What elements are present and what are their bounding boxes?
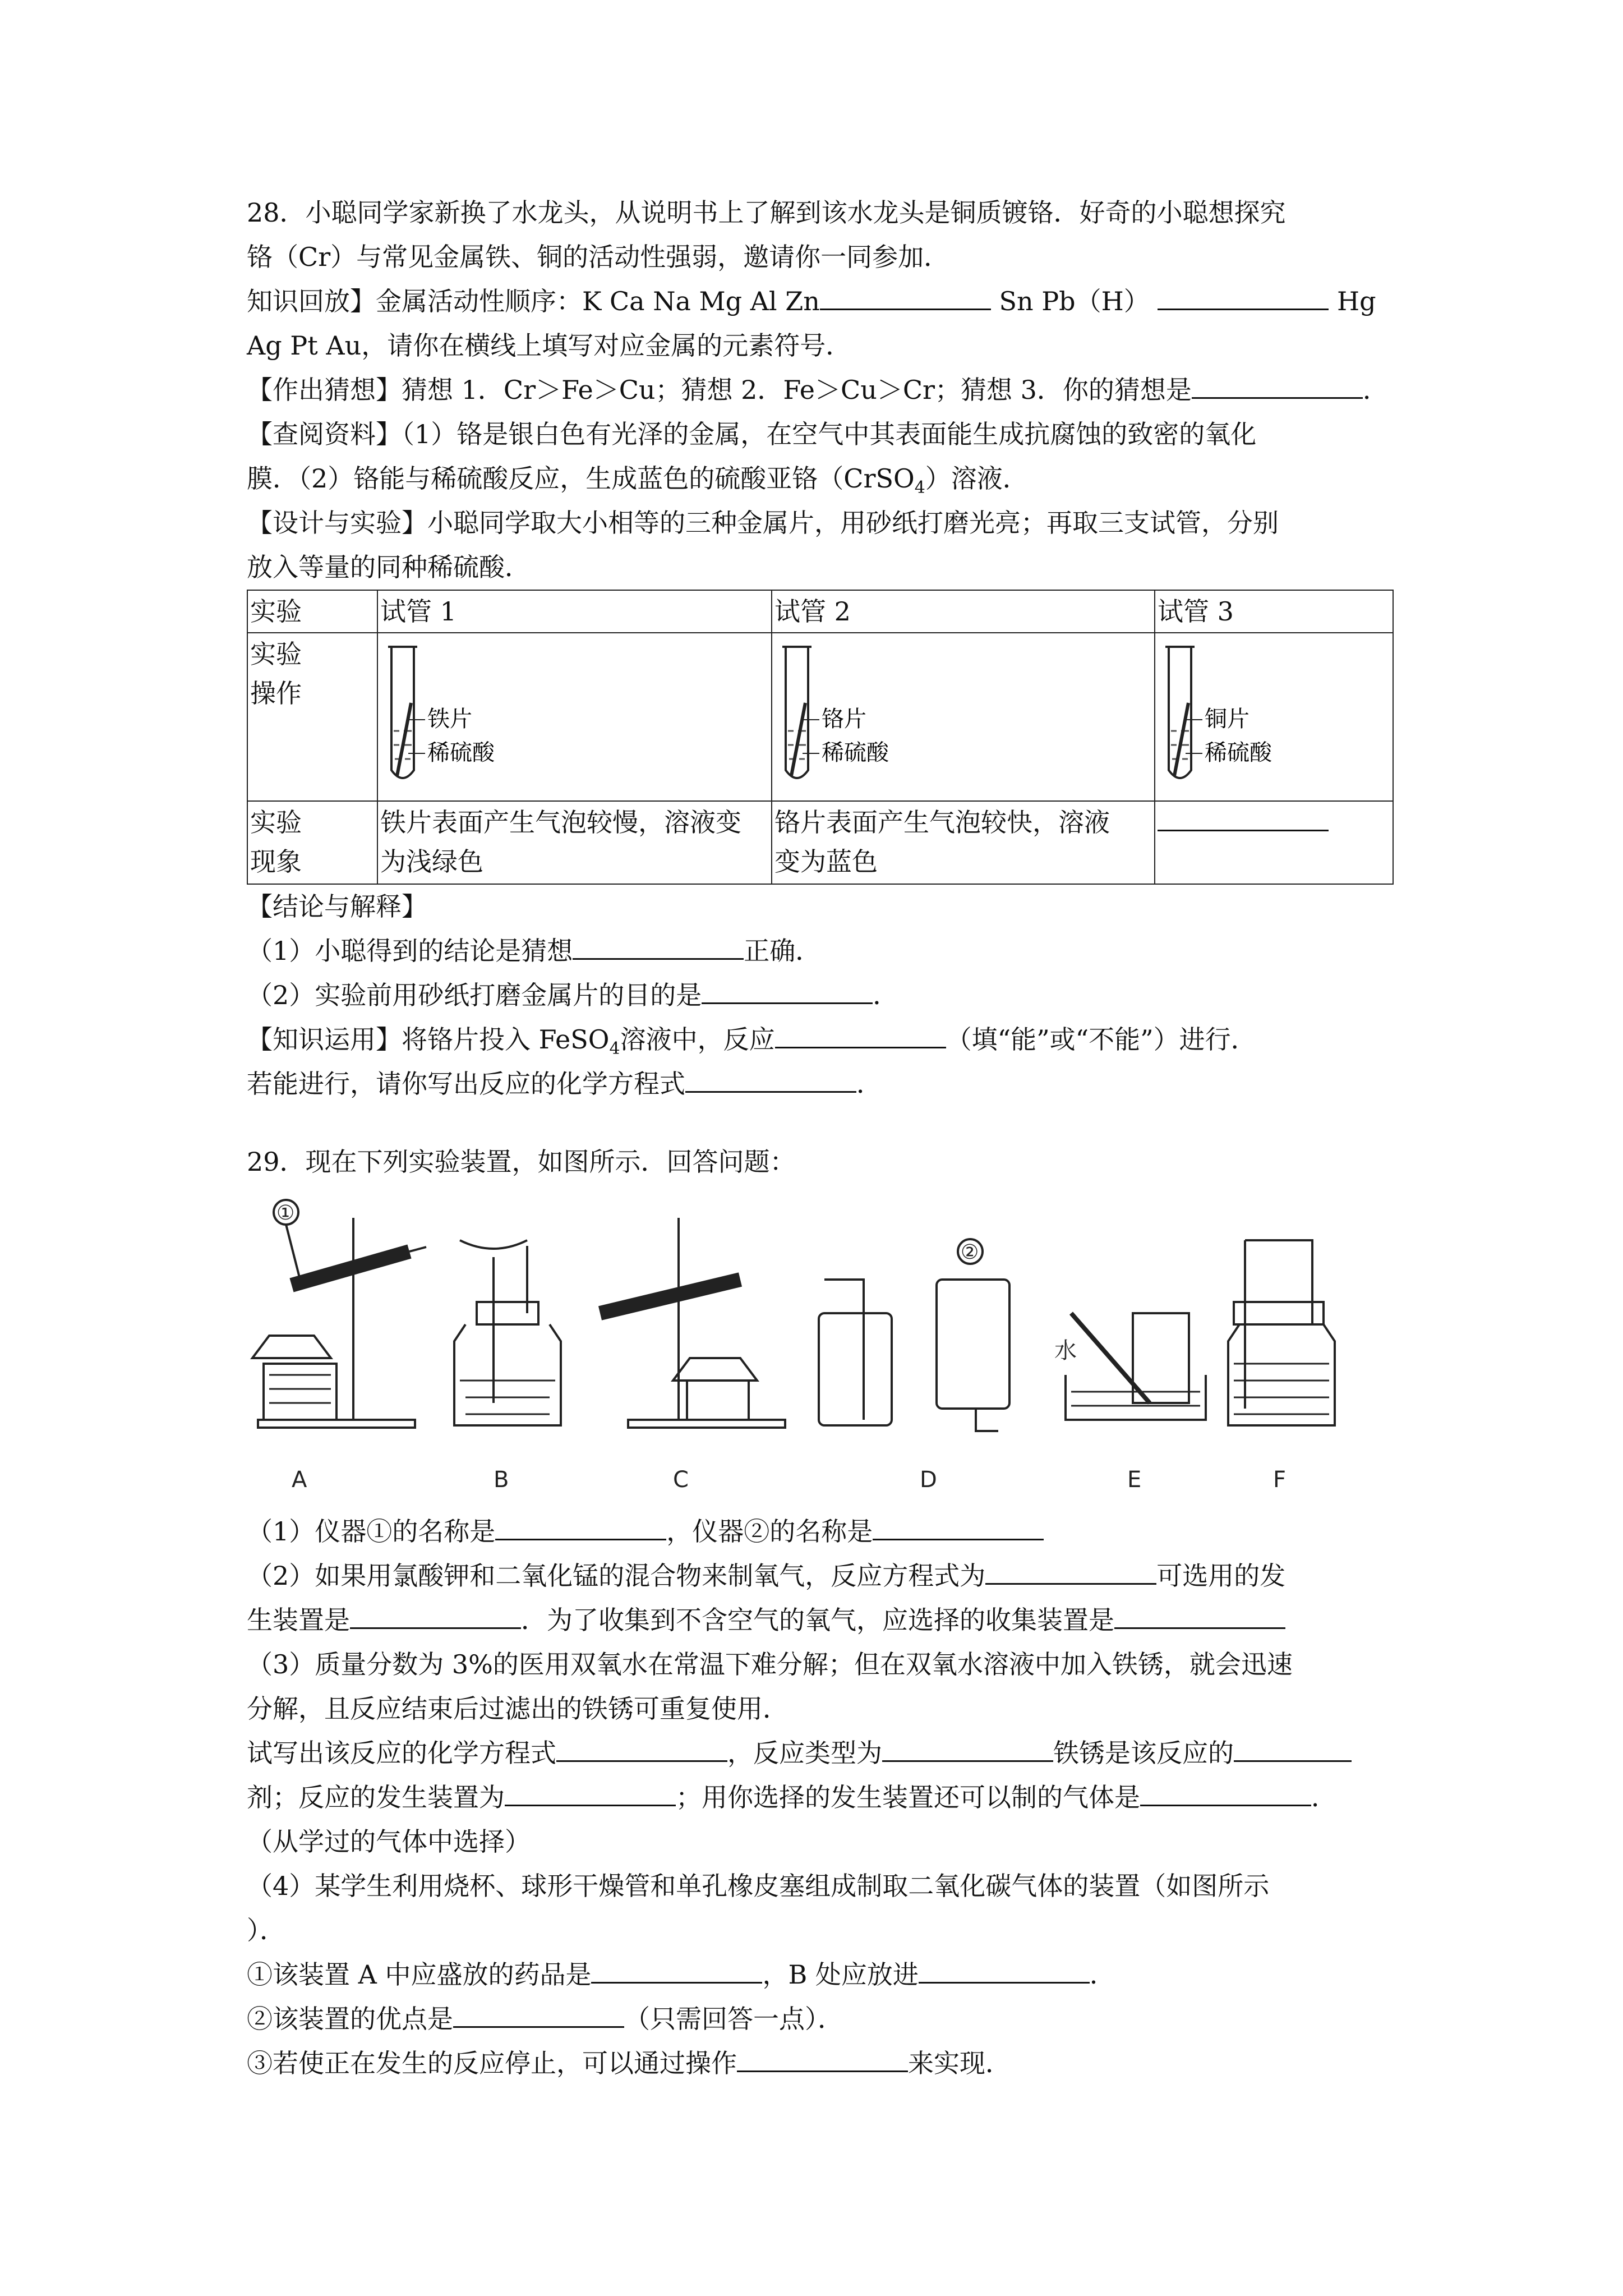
mark-1: ① [276, 1202, 295, 1225]
tube-3-metal-label: 铜片 [1205, 706, 1249, 732]
blank[interactable] [1158, 279, 1329, 310]
tube-1-cell [377, 633, 772, 801]
blank[interactable] [882, 1731, 1053, 1762]
water-label: 水 [1054, 1338, 1077, 1364]
label-d: D [920, 1467, 937, 1493]
design-line-2: 放入等量的同种稀硫酸． [247, 552, 531, 582]
experiment-table [247, 590, 1394, 885]
phenomenon-1: 铁片表面产生气泡较慢，溶液变 为浅绿色 [377, 801, 772, 884]
conclusion-1: （1）小聪得到的结论是猜想 正确． [247, 929, 1396, 973]
blank[interactable] [919, 1953, 1090, 1984]
phenomenon-3 [1155, 801, 1393, 884]
apparatus-figure [247, 1195, 1396, 1510]
tube-2-metal-label: 铬片 [822, 706, 866, 732]
label-b: B [494, 1467, 509, 1493]
test-tube-3 [1158, 641, 1303, 793]
q29-p3-1: （3）质量分数为 3%的医用双氧水在常温下难分解；但在双氧水溶液中加入铁锈，就会迅速 [247, 1649, 1293, 1680]
label-f: F [1273, 1467, 1287, 1493]
table-header: 试管 3 [1155, 590, 1393, 633]
label-e: E [1127, 1467, 1142, 1493]
tube-1-acid-label: 稀硫酸 [427, 740, 495, 766]
table-header: 试管 2 [772, 590, 1155, 633]
info-line-2: 膜．（2）铬能与稀硫酸反应，生成蓝色的硫酸亚铬（CrSO$_4$）溶液． [247, 463, 1029, 498]
recall-line-2: Ag Pt Au，请你在横线上填写对应金属的元素符号． [247, 330, 852, 361]
test-tube-2 [774, 641, 920, 793]
q29-p2-cont: 生装置是 ．为了收集到不含空气的氧气，应选择的收集装置是 [247, 1598, 1396, 1642]
blank[interactable] [505, 1775, 676, 1806]
blank[interactable] [1158, 805, 1329, 831]
blank[interactable] [985, 1554, 1156, 1585]
blank[interactable] [685, 1062, 856, 1093]
mark-2: ② [961, 1241, 979, 1264]
tube-2-cell [772, 633, 1155, 801]
blank[interactable] [556, 1731, 727, 1762]
q29-s1: ①该装置 A 中应盛放的药品是 ，B 处应放进 ． [247, 1953, 1396, 1997]
blank[interactable] [453, 1997, 624, 2028]
label-a: A [292, 1467, 307, 1493]
tube-1-metal-label: 铁片 [427, 706, 472, 732]
q29-p1: （1）仪器①的名称是 ，仪器②的名称是 [247, 1510, 1396, 1554]
q29-p3-3: 试写出该反应的化学方程式 ，反应类型为 铁锈是该反应的 [247, 1731, 1396, 1775]
blank[interactable] [820, 279, 991, 310]
q29-p3-5: （从学过的气体中选择） [247, 1826, 531, 1857]
blank[interactable] [573, 929, 744, 960]
blank[interactable] [1192, 368, 1363, 399]
q29-title: 29．现在下列实验装置，如图所示．回答问题： [247, 1147, 796, 1177]
label-c: C [673, 1467, 689, 1493]
blank[interactable] [1140, 1775, 1311, 1806]
q29-p2: （2）如果用氯酸钾和二氧化锰的混合物来制氧气，反应方程式为 可选用的发 [247, 1554, 1396, 1598]
blank[interactable] [1234, 1731, 1352, 1762]
info-line-1: 【查阅资料】（1）铬是银白色有光泽的金属，在空气中其表面能生成抗腐蚀的致密的氧化 [247, 419, 1257, 449]
conclusion-title: 【结论与解释】 [247, 891, 427, 922]
tube-3-acid-label: 稀硫酸 [1205, 740, 1272, 766]
test-tube-1 [380, 641, 526, 793]
blank[interactable] [873, 1510, 1044, 1540]
blank[interactable] [350, 1598, 521, 1629]
tube-3-cell [1155, 633, 1393, 801]
tube-2-acid-label: 稀硫酸 [822, 740, 889, 766]
recall-line: 知识回放】金属活动性顺序：K Ca Na Mg Al Zn Sn Pb（H） Hg [247, 279, 1396, 324]
guess-line: 【作出猜想】猜想 1．Cr＞Fe＞Cu；猜想 2．Fe＞Cu＞Cr；猜想 3．你的猜想是 ． [247, 368, 1396, 412]
phenomenon-label: 实验 现象 [247, 801, 377, 884]
table-header: 试管 1 [377, 590, 772, 633]
apply-2: 若能进行，请你写出反应的化学方程式 ． [247, 1062, 1396, 1106]
blank[interactable] [775, 1018, 946, 1048]
worksheet [247, 191, 1396, 2086]
q29-p3-2: 分解，且反应结束后过滤出的铁锈可重复使用． [247, 1694, 789, 1724]
apply-1: 【知识运用】将铬片投入 FeSO$_4$溶液中，反应 （填“能”或“不能”）进行． [247, 1018, 1396, 1062]
conclusion-2: （2）实验前用砂纸打磨金属片的目的是 ． [247, 973, 1396, 1018]
blank[interactable] [737, 2041, 908, 2072]
q29-p4-2: ）． [247, 1915, 285, 1945]
blank[interactable] [495, 1510, 666, 1540]
q29-p4-1: （4）某学生利用烧杯、球形干燥管和单孔橡皮塞组成制取二氧化碳气体的装置（如图所示 [247, 1871, 1270, 1901]
blank[interactable] [702, 973, 873, 1004]
q28-line-2: 铬（Cr）与常见金属铁、铜的活动性强弱，邀请你一同参加． [247, 242, 950, 272]
table-header: 实验 [247, 590, 377, 633]
blank[interactable] [1114, 1598, 1285, 1629]
q29-p3-4: 剂；反应的发生装置为 ；用你选择的发生装置还可以制的气体是 ． [247, 1775, 1396, 1820]
phenomenon-2: 铬片表面产生气泡较快，溶液 变为蓝色 [772, 801, 1155, 884]
blank[interactable] [591, 1953, 762, 1984]
q29-s3: ③若使正在发生的反应停止，可以通过操作 来实现． [247, 2041, 1396, 2086]
q29-s2: ②该装置的优点是 （只需回答一点）． [247, 1997, 1396, 2041]
design-line-1: 【设计与实验】小聪同学取大小相等的三种金属片，用砂纸打磨光亮；再取三支试管，分别 [247, 508, 1279, 538]
op-label: 实验 操作 [247, 633, 377, 801]
q28-line-1: 28．小聪同学家新换了水龙头，从说明书上了解到该水龙头是铜质镀铬．好奇的小聪想探究 [247, 197, 1286, 228]
